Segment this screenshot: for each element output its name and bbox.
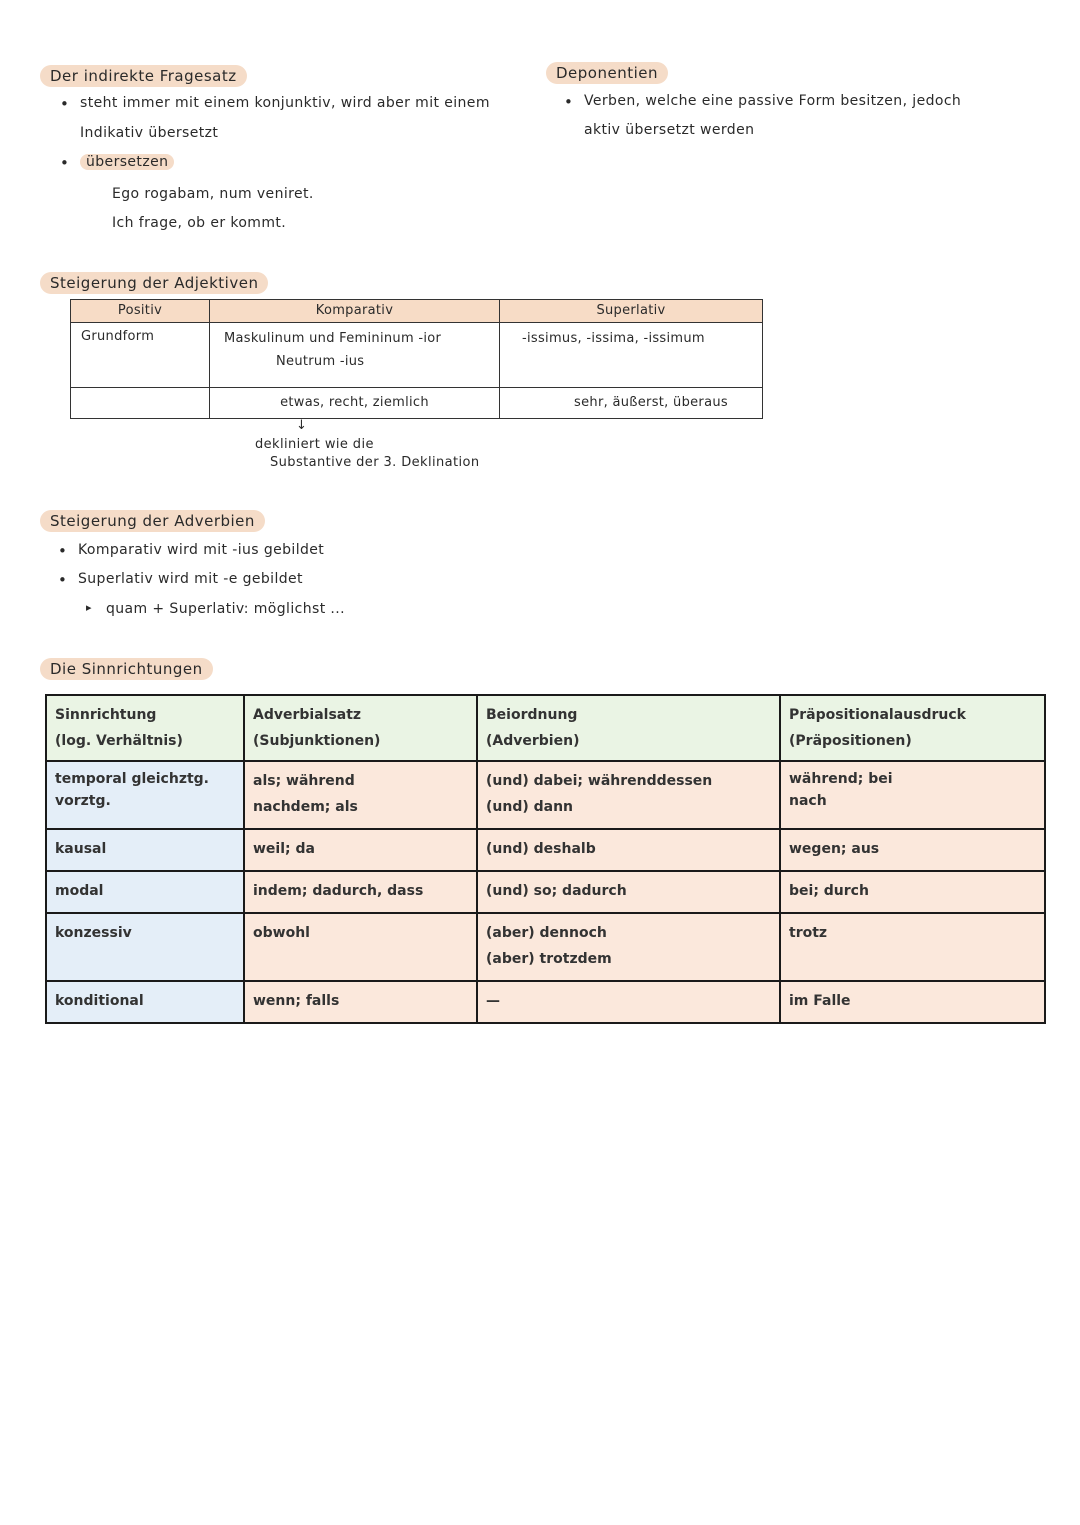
fragesatz-example-german: Ich frage, ob er kommt. [112, 215, 287, 231]
cell-superlativ-meaning [500, 388, 763, 419]
declension-note-line-2: Substantive der 3. Deklination [270, 455, 480, 470]
komparativ-neutrum: Neutrum -ius [276, 354, 365, 369]
column-header-positiv: Positiv [71, 300, 210, 323]
cell-text: obwohl [253, 925, 310, 941]
cell-beiordnung [477, 913, 780, 981]
cell-superlativ [500, 323, 763, 388]
cell-praeposition [780, 871, 1045, 913]
header-beiordnung [477, 695, 780, 761]
section-heading-sinnrichtungen: Die Sinnrichtungen [40, 658, 213, 680]
cell-beiordnung [477, 829, 780, 871]
cell-positiv [71, 323, 210, 388]
cell-text: temporal gleichztg. [55, 771, 209, 787]
superlativ-endings: -issimus, -issima, -issimum [522, 331, 705, 346]
superlativ-meaning: sehr, äußerst, überaus [574, 395, 728, 410]
cell-komparativ-meaning [210, 388, 500, 419]
fragesatz-bullet-1-line-1: • steht immer mit einem konjunktiv, wird aber mit einem [80, 95, 490, 111]
header-sinnrichtung [46, 695, 244, 761]
sinnrichtungen-table [45, 694, 1046, 1024]
fragesatz-bullet-2: • übersetzen [80, 154, 174, 170]
cell-text: trotz [789, 925, 828, 941]
header-adverbialsatz [244, 695, 477, 761]
cell-praeposition [780, 913, 1045, 981]
header-line: Adverbialsatz [253, 707, 362, 723]
deponentien-bullet-line-2: aktiv übersetzt werden [584, 122, 755, 138]
cell-sinnrichtung [46, 761, 244, 829]
header-praepositionalausdruck [780, 695, 1045, 761]
header-sub: (Adverbien) [486, 733, 580, 749]
header-line: Beiordnung [486, 707, 578, 723]
cell-sinnrichtung [46, 981, 244, 1023]
cell-text: konditional [55, 993, 144, 1009]
header-sub: (log. Verhältnis) [55, 733, 183, 749]
section-heading-adjektive: Steigerung der Adjektiven [40, 272, 268, 294]
komparativ-mask-fem: Maskulinum und Femininum -ior [224, 331, 442, 346]
cell-adverbialsatz [244, 981, 477, 1023]
cell-text: nach [789, 793, 827, 809]
cell-text: als; während [253, 773, 355, 789]
section-heading-deponentien: Deponentien [546, 62, 668, 84]
column-header-superlativ: Superlativ [500, 300, 763, 323]
cell-text: (und) dabei; währenddessen [486, 773, 713, 789]
table-row-temporal [46, 761, 1045, 829]
declension-note-line-1: dekliniert wie die [255, 437, 374, 452]
table-row-kausal [46, 829, 1045, 871]
section-heading-adverbien: Steigerung der Adverbien [40, 510, 265, 532]
cell-adverbialsatz [244, 829, 477, 871]
table-row [71, 323, 763, 388]
header-sub: (Subjunktionen) [253, 733, 381, 749]
cell-text: (und) so; dadurch [486, 883, 627, 899]
cell-adverbialsatz [244, 761, 477, 829]
section-heading-fragesatz: Der indirekte Fragesatz [40, 65, 247, 87]
cell-sinnrichtung [46, 913, 244, 981]
cell-beiordnung [477, 871, 780, 913]
table-row-modal [46, 871, 1045, 913]
cell-text: (und) dann [486, 799, 574, 815]
header-line: Präpositionalausdruck [789, 707, 966, 723]
header-sub: (Präpositionen) [789, 733, 912, 749]
cell-text: — [486, 993, 500, 1009]
cell-text: bei; durch [789, 883, 869, 899]
cell-praeposition [780, 761, 1045, 829]
table-header-row [71, 300, 763, 323]
deponentien-bullet-line-1: • Verben, welche eine passive Form besitzen, jedoch [584, 93, 961, 109]
cell-sinnrichtung [46, 829, 244, 871]
komparativ-meaning: etwas, recht, ziemlich [280, 395, 429, 410]
fragesatz-bullet-1-line-2: Indikativ übersetzt [80, 125, 219, 141]
cell-text: wenn; falls [253, 993, 340, 1009]
cell-beiordnung [477, 981, 780, 1023]
cell-praeposition [780, 981, 1045, 1023]
cell-text: im Falle [789, 993, 851, 1009]
table-row-konditional [46, 981, 1045, 1023]
header-line: Sinnrichtung [55, 707, 157, 723]
cell-text: wegen; aus [789, 841, 880, 857]
positiv-grundform: Grundform [81, 329, 155, 344]
cell-empty [71, 388, 210, 419]
adverbien-bullet-2: • Superlativ wird mit -e gebildet [78, 571, 303, 587]
cell-praeposition [780, 829, 1045, 871]
cell-text: weil; da [253, 841, 315, 857]
table-row [71, 388, 763, 419]
cell-text: kausal [55, 841, 107, 857]
cell-beiordnung [477, 761, 780, 829]
adverbien-bullet-1: • Komparativ wird mit -ius gebildet [78, 542, 324, 558]
cell-text: (und) deshalb [486, 841, 596, 857]
cell-text: modal [55, 883, 104, 899]
cell-text: (aber) dennoch [486, 925, 607, 941]
cell-text: vorztg. [55, 793, 111, 809]
adjective-comparison-table [70, 299, 763, 419]
table-header-row [46, 695, 1045, 761]
down-arrow-icon: ↓ [296, 418, 308, 433]
cell-text: indem; dadurch, dass [253, 883, 424, 899]
cell-text: konzessiv [55, 925, 132, 941]
cell-text: nachdem; als [253, 799, 358, 815]
cell-text: (aber) trotzdem [486, 951, 612, 967]
adverbien-sub-point: ▸ quam + Superlativ: möglichst ... [106, 601, 345, 617]
cell-komparativ [210, 323, 500, 388]
cell-text: während; bei [789, 771, 893, 787]
cell-adverbialsatz [244, 871, 477, 913]
column-header-komparativ: Komparativ [210, 300, 500, 323]
fragesatz-example-latin: Ego rogabam, num veniret. [112, 186, 314, 202]
table-row-konzessiv [46, 913, 1045, 981]
cell-adverbialsatz [244, 913, 477, 981]
cell-sinnrichtung [46, 871, 244, 913]
